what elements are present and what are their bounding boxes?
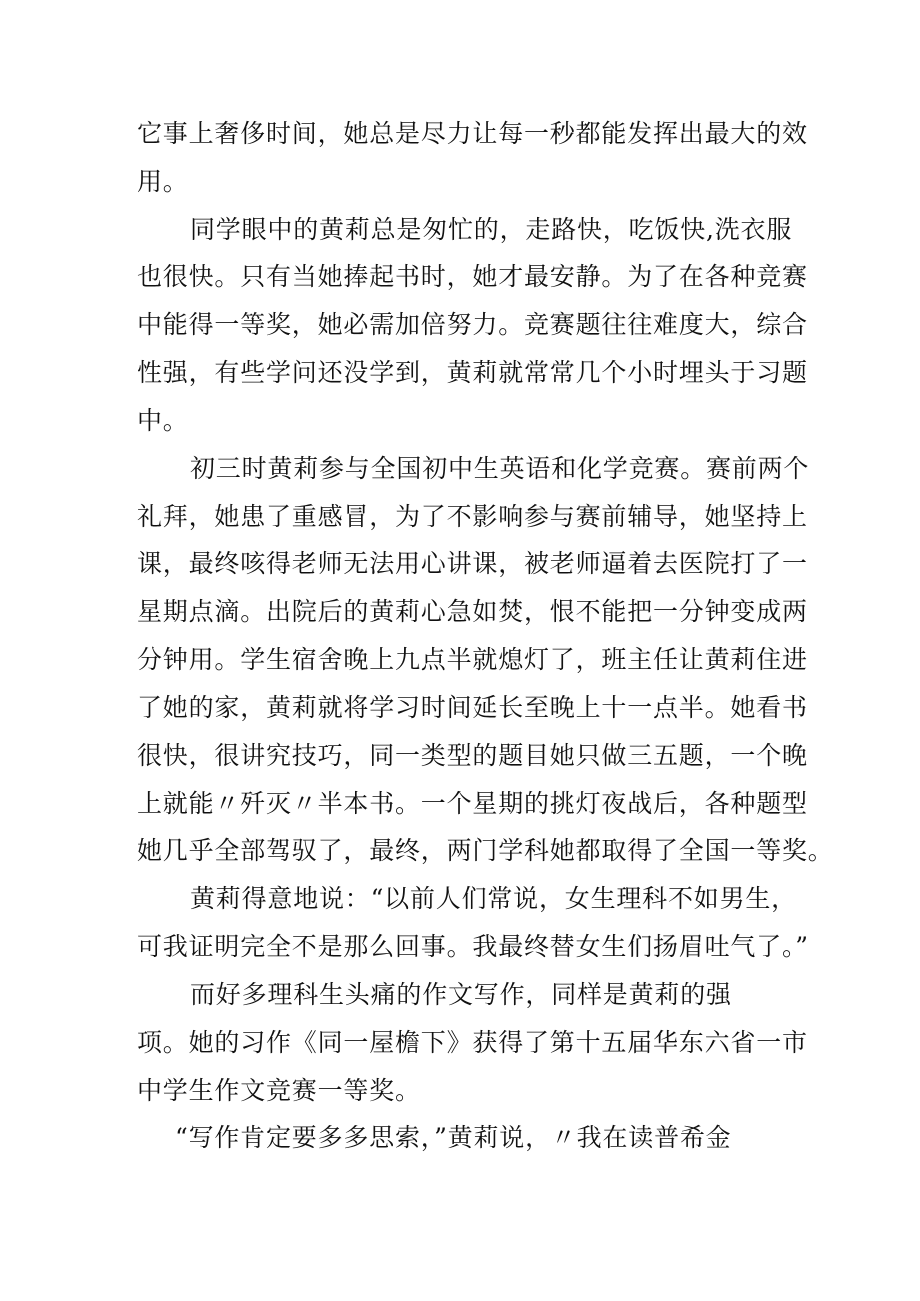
text-line: 很快，很讲究技巧，同一类型的题目她只做三五题，一个晚 <box>137 741 808 770</box>
text-line: 她几乎全部驾驭了，最终，两门学科她都取得了全国一等奖。 <box>137 836 834 865</box>
text-line: 初三时黄莉参与全国初中生英语和化学竞赛。赛前两个 <box>190 454 810 483</box>
text-line: 上就能〃歼灭〃半本书。一个星期的挑灯夜战后，各种题型 <box>137 789 808 818</box>
text-line: 用。 <box>137 167 189 196</box>
text-line: 它事上奢侈时间，她总是尽力让每一秒都能发挥出最大的效 <box>137 119 808 148</box>
text-line: 中能得一等奖，她必需加倍努力。竞赛题往往难度大，综合 <box>137 310 808 339</box>
text-line: 同学眼中的黄莉总是匆忙的，走路快，吃饭快,洗衣服 <box>190 215 793 244</box>
text-line: 中。 <box>137 406 189 435</box>
text-line: 星期点滴。出院后的黄莉心急如焚，恨不能把一分钟变成两 <box>137 597 808 626</box>
text-line: 黄莉得意地说：“以前人们常说，女生理科不如男生， <box>190 884 797 913</box>
text-line: 中学生作文竞赛一等奖。 <box>137 1076 421 1105</box>
text-line: “写作肯定要多多思索，”黄莉说，〃我在读普希金 <box>175 1123 732 1152</box>
text-line: 可我证明完全不是那么回事。我最终替女生们扬眉吐气了。” <box>137 932 809 961</box>
text-line: 分钟用。学生宿舍晚上九点半就熄灯了，班主任让黄莉住进 <box>137 645 808 674</box>
text-line: 了她的家，黄莉就将学习时间延长至晚上十一点半。她看书 <box>137 693 808 722</box>
text-line: 课，最终咳得老师无法用心讲课，被老师逼着去医院打了一 <box>137 549 808 578</box>
text-line: 礼拜，她患了重感冒，为了不影响参与赛前辅导，她坚持上 <box>137 502 808 531</box>
text-line: 而好多理科生头痛的作文写作，同样是黄莉的强 <box>190 980 732 1009</box>
text-line: 也很快。只有当她捧起书时，她才最安静。为了在各种竞赛 <box>137 262 808 291</box>
text-line: 项。她的习作《同一屋檐下》获得了第十五届华东六省一市 <box>137 1028 808 1057</box>
text-line: 性强，有些学问还没学到，黄莉就常常几个小时埋头于习题 <box>137 358 808 387</box>
